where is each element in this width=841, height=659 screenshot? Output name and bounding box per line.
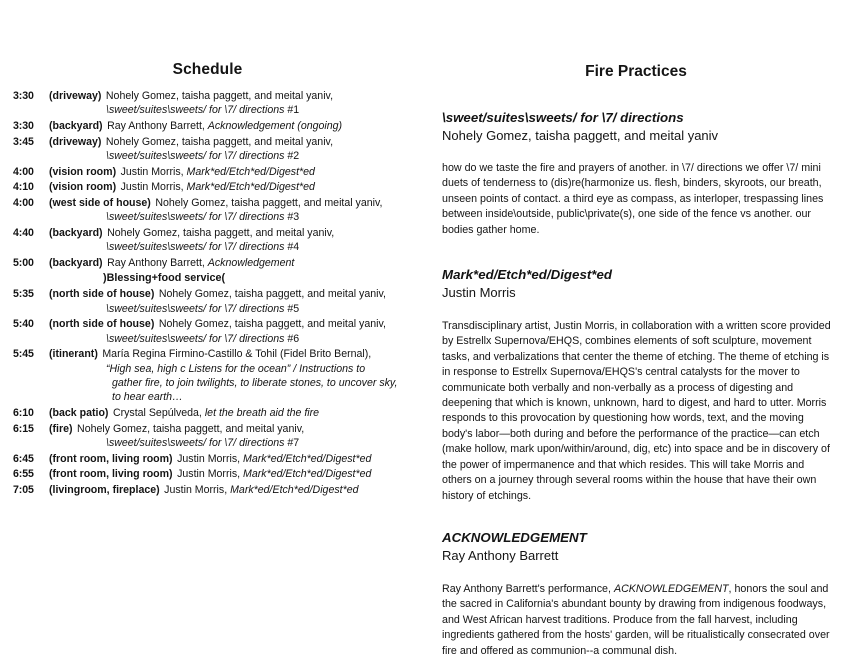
description-text: Ray Anthony Barrett's performance, — [442, 582, 614, 595]
description-text: , honors the soul and the sacred in California's abundant bounty by drawing from indigenous foodways, and West African harvest traditions. Produce from the fall harvest, including ingredients gathered from the hosts' garden, will be ritualistically consecrated over fire and offered as communion--a communal dish. — [442, 582, 830, 657]
schedule-work-title: \sweet/suites\sweets/ for \7/ directions — [106, 302, 285, 315]
schedule-row — [0, 483, 425, 497]
schedule-row-main — [0, 165, 425, 179]
schedule-location: (north side of house) — [49, 288, 155, 301]
schedule-row-main — [0, 180, 425, 194]
schedule-time: 5:35 — [13, 288, 34, 301]
schedule-work-number: #5 — [287, 302, 300, 315]
schedule-work-title: Mark*ed/Etch*ed/Digest*ed — [186, 165, 315, 178]
schedule-work-title: let the breath aid the fire — [204, 407, 320, 419]
schedule-work-title: Mark*ed/Etch*ed/Digest*ed — [186, 181, 315, 194]
schedule-row-text — [49, 119, 342, 133]
schedule-time: 4:40 — [13, 226, 34, 239]
schedule-work-continuation: to hear earth… — [112, 391, 183, 404]
schedule-time: 3:30 — [13, 120, 34, 132]
schedule-location: (driveway) — [49, 90, 102, 102]
schedule-row-text — [49, 256, 294, 270]
schedule-special-note: )Blessing+food service( — [103, 271, 226, 284]
description-work-title: ACKNOWLEDGEMENT — [613, 582, 729, 595]
section-work-title: \sweet/suites\sweets/ for \7/ directions — [442, 110, 684, 125]
schedule-row-text — [49, 467, 371, 481]
schedule-time: 4:00 — [13, 165, 34, 178]
schedule-work-title: \sweet/suites\sweets/ for \7/ directions — [106, 211, 285, 224]
schedule-list — [0, 79, 425, 497]
schedule-work-continuation — [0, 302, 425, 316]
schedule-row-text — [49, 452, 371, 466]
schedule-work-title: Mark*ed/Etch*ed/Digest*ed — [230, 483, 359, 496]
schedule-performers: Ray Anthony Barrett, — [107, 120, 205, 132]
schedule-time: 4:00 — [13, 196, 34, 209]
schedule-work-number: #6 — [287, 332, 300, 345]
fire-practice-section — [442, 109, 831, 238]
section-artist: Justin Morris — [442, 285, 516, 301]
fire-practices-column — [432, 0, 841, 657]
schedule-location: (fire) — [49, 422, 73, 435]
schedule-time: 4:10 — [13, 181, 34, 194]
section-description — [442, 582, 831, 659]
schedule-time: 6:15 — [13, 422, 34, 435]
schedule-row-main — [0, 347, 425, 361]
schedule-row — [0, 467, 425, 481]
schedule-work-continuation — [0, 103, 425, 117]
schedule-time: 5:00 — [13, 256, 34, 269]
schedule-location: (west side of house) — [49, 196, 151, 209]
section-description: how do we taste the fire and prayers of another. in \7/ directions we offer \7/ mini duets of tenderness to (dis)re(harmonize us. flesh, binders, skyroots, our breath, unseen points of contact. a third eye as compass, as interloper, trespassing lines between inside\outside, public\private(s), one side of the fence vs another. our bodies gather home. — [442, 162, 824, 236]
section-work-title: ACKNOWLEDGEMENT — [442, 529, 587, 545]
schedule-work-title: Acknowledgement — [207, 256, 295, 269]
schedule-work-continuation: “High sea, high c Listens for the ocean” / Instructions to — [106, 362, 366, 375]
schedule-location: (vision room) — [49, 165, 117, 178]
schedule-time: 5:40 — [13, 318, 34, 331]
schedule-performers: Nohely Gomez, taisha paggett, and meital yaniv, — [105, 135, 334, 148]
schedule-row — [0, 452, 425, 466]
schedule-row-main — [0, 452, 425, 466]
schedule-row-main — [0, 135, 425, 149]
schedule-work-continuation — [0, 240, 425, 254]
schedule-row-text — [49, 165, 315, 179]
schedule-time: 6:10 — [13, 407, 34, 419]
schedule-row-text — [49, 196, 382, 210]
schedule-performers: Crystal Sepúlveda, — [112, 407, 202, 419]
schedule-performers: Justin Morris, — [120, 165, 184, 178]
schedule-row-main — [0, 483, 425, 497]
schedule-work-number: #4 — [287, 241, 300, 254]
schedule-row-text — [49, 406, 319, 420]
schedule-performers: Justin Morris, — [177, 468, 241, 481]
schedule-work-continuation — [0, 332, 425, 346]
schedule-row — [0, 135, 425, 164]
schedule-row — [0, 287, 425, 316]
schedule-work-title: Mark*ed/Etch*ed/Digest*ed — [243, 468, 372, 481]
schedule-time: 7:05 — [13, 483, 34, 496]
fire-practice-section — [442, 266, 831, 504]
schedule-work-title: \sweet/suites\sweets/ for \7/ directions — [106, 437, 285, 449]
schedule-row-main — [0, 256, 425, 270]
schedule-performers: Justin Morris, — [120, 181, 184, 194]
schedule-location: (backyard) — [49, 226, 103, 239]
schedule-row-text — [49, 422, 304, 436]
schedule-row-main — [0, 287, 425, 301]
schedule-performers: Justin Morris, — [177, 452, 241, 465]
schedule-row — [0, 89, 425, 118]
schedule-location: (livingroom, fireplace) — [49, 483, 160, 496]
schedule-performers: Nohely Gomez, taisha paggett, and meital yaniv, — [158, 288, 386, 301]
schedule-performers: Justin Morris, — [164, 483, 228, 496]
schedule-row-text — [49, 135, 333, 149]
schedule-work-continuation — [0, 436, 425, 450]
schedule-work-continuation: gather fire, to join twilights, to liberate stones, to uncover sky, — [112, 377, 398, 389]
schedule-row-text — [49, 347, 371, 361]
schedule-row-text — [49, 180, 315, 194]
schedule-row — [0, 256, 425, 286]
schedule-title: Schedule — [172, 61, 243, 78]
schedule-row — [0, 119, 425, 133]
schedule-work-number: #2 — [287, 150, 300, 162]
schedule-work-continuation — [0, 149, 425, 163]
schedule-performers: Nohely Gomez, taisha paggett, and meital yaniv, — [158, 318, 386, 331]
schedule-row-text — [49, 483, 358, 497]
schedule-row — [0, 226, 425, 255]
schedule-performers: Nohely Gomez, taisha paggett, and meital yaniv, — [77, 422, 305, 435]
schedule-row — [0, 180, 425, 194]
section-work-title: Mark*ed/Etch*ed/Digest*ed — [442, 267, 612, 283]
section-artist: Ray Anthony Barrett — [442, 547, 559, 563]
schedule-work-title: \sweet/suites\sweets/ for \7/ directions — [106, 104, 285, 117]
schedule-work-title: Acknowledgement (ongoing) — [207, 120, 343, 132]
schedule-performers: Nohely Gomez, taisha paggett, and meital yaniv, — [155, 196, 383, 209]
schedule-row-text — [49, 287, 386, 301]
fire-practices-title: Fire Practices — [585, 63, 687, 80]
schedule-row — [0, 347, 425, 405]
section-description: Transdisciplinary artist, Justin Morris, in collaboration with a written score provided by Estrellx Supernova/EHQS, combines elements of soft sculpture, movement tasks, and verbalizations that center the theme of etching. The theme of etching is in response to Estrellx Supernova/EHQS's central catalysts for the mover to communicate both verbally and non-verbally as a process of digesting and deepening that which is known, unknown, hard to digest, and hard to utter. Morris responds to this provocation by questioning how words, text, and the moving body's labor—both during and before the performance of the practice—can etch (make hollow, mark upon/within/around, dig, etc) into space and be in discovery of the power of impermanence and that which resides. This will take Morris and others on a journey through several rooms within the house that have their own history of etchings. — [442, 320, 831, 502]
schedule-time: 3:30 — [13, 90, 34, 102]
fire-practice-section — [442, 529, 831, 659]
schedule-time: 5:45 — [13, 348, 34, 361]
schedule-location: (backyard) — [49, 256, 103, 269]
schedule-row — [0, 317, 425, 346]
schedule-work-number: #1 — [287, 104, 300, 117]
schedule-location: (north side of house) — [49, 318, 155, 331]
schedule-location: (front room, living room) — [49, 468, 173, 481]
schedule-location: (backyard) — [49, 120, 103, 132]
schedule-work-title: \sweet/suites\sweets/ for \7/ directions — [106, 241, 285, 254]
schedule-row — [0, 196, 425, 225]
schedule-time: 3:45 — [13, 135, 34, 148]
schedule-row-main — [0, 422, 425, 436]
schedule-location: (vision room) — [49, 181, 117, 194]
schedule-performers: Nohely Gomez, taisha paggett, and meital yaniv, — [105, 90, 334, 102]
fire-practices-sections — [432, 109, 841, 659]
schedule-location: (itinerant) — [49, 348, 98, 361]
schedule-location: (front room, living room) — [49, 452, 173, 465]
schedule-work-continuation — [0, 210, 425, 224]
schedule-performers: María Regina Firmino-Castillo & Tohil (Fidel Brito Bernal), — [102, 348, 372, 361]
schedule-row-main — [0, 119, 425, 133]
schedule-row-main — [0, 196, 425, 210]
schedule-row-text — [49, 226, 334, 240]
schedule-row — [0, 406, 425, 420]
schedule-work-number: #3 — [287, 211, 300, 224]
schedule-row-main — [0, 317, 425, 331]
schedule-row — [0, 165, 425, 179]
schedule-time: 6:45 — [13, 452, 34, 465]
schedule-time: 6:55 — [13, 468, 34, 481]
schedule-performers: Ray Anthony Barrett, — [107, 256, 205, 269]
schedule-work-number: #7 — [287, 437, 300, 449]
schedule-location: (back patio) — [49, 407, 109, 419]
schedule-row — [0, 422, 425, 451]
schedule-row-main — [0, 89, 425, 103]
schedule-row-text — [49, 317, 386, 331]
schedule-row-main — [0, 467, 425, 481]
schedule-work-title: \sweet/suites\sweets/ for \7/ directions — [106, 150, 285, 162]
schedule-performers: Nohely Gomez, taisha paggett, and meital yaniv, — [107, 226, 335, 239]
section-artist: Nohely Gomez, taisha paggett, and meital yaniv — [442, 128, 719, 143]
schedule-column — [0, 0, 425, 649]
schedule-row-main — [0, 406, 425, 420]
schedule-row-text — [49, 89, 333, 103]
schedule-work-title: Mark*ed/Etch*ed/Digest*ed — [243, 452, 372, 465]
schedule-work-title: \sweet/suites\sweets/ for \7/ directions — [106, 332, 285, 345]
schedule-location: (driveway) — [49, 135, 102, 148]
schedule-row-main — [0, 226, 425, 240]
